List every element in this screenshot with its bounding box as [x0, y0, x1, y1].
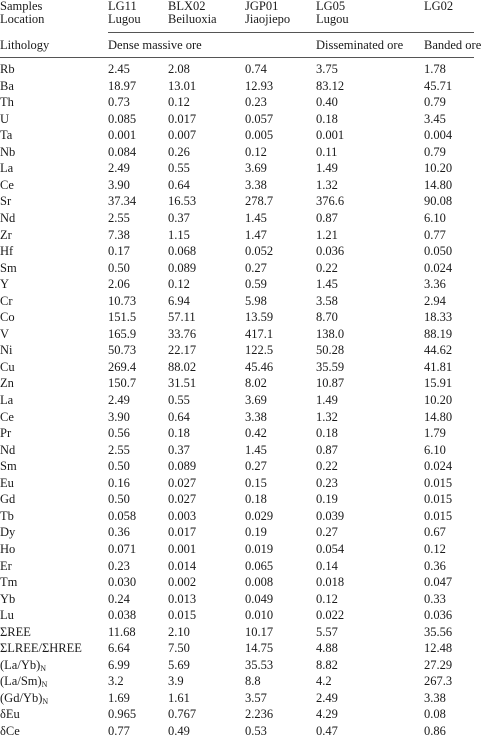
table-cell: 0.22 [316, 459, 338, 473]
table-cell: 3.38 [424, 691, 446, 705]
table-cell: 376.6 [316, 194, 345, 208]
table-cell: 90.08 [424, 194, 453, 208]
table-cell: 0.27 [316, 525, 338, 539]
row-label: Nb [0, 145, 16, 159]
sample-id: LG02 [424, 0, 454, 13]
table-cell: 0.33 [424, 592, 446, 606]
table-cell: 3.45 [424, 112, 446, 126]
row-label: Cu [0, 360, 15, 374]
table-cell: 0.047 [424, 575, 453, 589]
table-cell: 0.86 [424, 724, 446, 738]
table-cell: 0.038 [108, 608, 137, 622]
table-cell: 1.32 [316, 410, 338, 424]
table-cell: 0.79 [424, 145, 446, 159]
table-cell: 0.057 [245, 112, 274, 126]
row-label: Lu [0, 608, 14, 622]
table-cell: 0.036 [316, 244, 345, 258]
table-cell: 57.11 [168, 310, 196, 324]
table-cell: 1.32 [316, 178, 338, 192]
table-cell: 0.017 [168, 112, 197, 126]
table-cell: 50.28 [316, 343, 345, 357]
table-cell: 0.73 [108, 95, 130, 109]
table-cell: 0.27 [245, 459, 267, 473]
table-cell: 0.42 [245, 426, 267, 440]
table-cell: 10.20 [424, 393, 453, 407]
table-cell: 0.55 [168, 393, 190, 407]
table-cell: 0.87 [316, 211, 338, 225]
row-label: Sm [0, 261, 17, 275]
row-label: ΣLREE/ΣHREE [0, 641, 82, 655]
table-cell: 2.45 [108, 62, 130, 76]
table-cell: 0.024 [424, 459, 453, 473]
table-cell: 0.052 [245, 244, 274, 258]
row-label: $(La/Yb)_N$ [0, 658, 47, 673]
table-cell: 0.12 [424, 542, 446, 556]
table-cell: 13.59 [245, 310, 274, 324]
row-label: Er [0, 559, 12, 573]
table-cell: 0.024 [424, 261, 453, 275]
table-cell: 138.0 [316, 327, 345, 341]
table-cell: 4.2 [316, 674, 332, 688]
table-cell: 0.039 [316, 509, 345, 523]
table-cell: 0.015 [424, 509, 453, 523]
table-cell: 15.91 [424, 376, 453, 390]
row-label: Rb [0, 62, 15, 76]
table-cell: 16.53 [168, 194, 197, 208]
table-cell: 0.49 [168, 724, 190, 738]
row-label: δEu [0, 707, 20, 721]
table-cell: 0.015 [424, 492, 453, 506]
table-cell: 0.003 [168, 509, 197, 523]
table-cell: 0.37 [168, 211, 190, 225]
table-cell: 12.48 [424, 641, 453, 655]
table-cell: 0.015 [168, 608, 197, 622]
lithology-disseminated: Disseminated ore [316, 38, 404, 52]
row-label: Nd [0, 211, 16, 225]
location-header: Location [0, 12, 45, 26]
table-cell: 0.018 [316, 575, 345, 589]
lithology-dense-massive: Dense massive ore [108, 38, 202, 52]
table-cell: 0.071 [108, 542, 137, 556]
row-label: Zr [0, 228, 12, 242]
row-label: ΣREE [0, 625, 31, 639]
table-cell: 0.27 [245, 261, 267, 275]
table-cell: 2.10 [168, 625, 190, 639]
table-cell: 0.010 [245, 608, 274, 622]
table-cell: 6.10 [424, 211, 446, 225]
row-label: Zn [0, 376, 14, 390]
table-cell: 8.8 [245, 674, 261, 688]
table-cell: 0.64 [168, 178, 190, 192]
row-label: U [0, 112, 10, 126]
table-cell: 0.015 [424, 476, 453, 490]
sample-id: JGP01 [245, 0, 279, 13]
table-cell: 44.62 [424, 343, 453, 357]
table-cell: 0.12 [245, 145, 267, 159]
row-label: Tb [0, 509, 14, 523]
sample-location: Beiluoxia [168, 12, 217, 26]
sample-location: Jiaojiepo [245, 12, 291, 26]
table-cell: 0.12 [168, 277, 190, 291]
row-label: Sr [0, 194, 12, 208]
table-cell: 0.40 [316, 95, 338, 109]
sample-id: LG05 [316, 0, 346, 13]
header-divider [108, 32, 474, 33]
table-cell: 0.004 [424, 128, 453, 142]
table-cell: 0.08 [424, 707, 446, 721]
table-cell: 33.76 [168, 327, 197, 341]
table-cell: 0.79 [424, 95, 446, 109]
table-cell: 0.50 [108, 459, 130, 473]
table-cell: 1.79 [424, 426, 446, 440]
table-cell: 0.18 [168, 426, 190, 440]
table-cell: 50.73 [108, 343, 137, 357]
table-cell: 0.50 [108, 492, 130, 506]
table-cell: 1.49 [316, 393, 338, 407]
samples-header: Samples [0, 0, 43, 13]
table-cell: 4.29 [316, 707, 338, 721]
table-cell: 1.45 [316, 277, 338, 291]
table-cell: 0.11 [316, 145, 338, 159]
table-cell: 31.51 [168, 376, 197, 390]
table-cell: 0.19 [245, 525, 267, 539]
row-label: $(Gd/Yb)_N$ [0, 691, 49, 706]
table-cell: 1.47 [245, 228, 267, 242]
table-cell: 35.53 [245, 658, 274, 672]
table-cell: 2.236 [245, 707, 274, 721]
table-cell: 0.17 [108, 244, 130, 258]
table-cell: 0.089 [168, 261, 197, 275]
table-cell: 18.33 [424, 310, 453, 324]
table-cell: 0.74 [245, 62, 267, 76]
table-cell: 45.71 [424, 79, 453, 93]
table-cell: 0.55 [168, 161, 190, 175]
table-cell: 0.67 [424, 525, 446, 539]
row-label: Gd [0, 492, 16, 506]
table-cell: 6.64 [108, 641, 130, 655]
table-cell: 1.49 [316, 161, 338, 175]
sample-id: BLX02 [168, 0, 206, 13]
table-cell: 0.18 [316, 426, 338, 440]
table-cell: 0.26 [168, 145, 190, 159]
row-label: V [0, 327, 10, 341]
table-cell: 0.058 [108, 509, 137, 523]
table-cell: 10.20 [424, 161, 453, 175]
table-cell: 1.45 [245, 211, 267, 225]
table-cell: 165.9 [108, 327, 137, 341]
table-cell: 417.1 [245, 327, 274, 341]
table-cell: 0.007 [168, 128, 197, 142]
table-cell: 4.88 [316, 641, 338, 655]
row-label: Dy [0, 525, 16, 539]
table-cell: 0.050 [424, 244, 453, 258]
table-cell: 269.4 [108, 360, 137, 374]
table-cell: 1.78 [424, 62, 446, 76]
table-cell: 0.23 [108, 559, 130, 573]
table-cell: 2.08 [168, 62, 190, 76]
table-cell: 0.18 [245, 492, 267, 506]
table-cell: 0.18 [316, 112, 338, 126]
table-cell: 2.49 [108, 161, 130, 175]
table-cell: 0.56 [108, 426, 130, 440]
row-label: Eu [0, 476, 14, 490]
table-cell: 1.69 [108, 691, 130, 705]
table-cell: 151.5 [108, 310, 137, 324]
table-cell: 6.10 [424, 443, 446, 457]
table-cell: 0.22 [316, 261, 338, 275]
table-cell: 0.77 [108, 724, 130, 738]
table-cell: 0.14 [316, 559, 338, 573]
table-cell: 3.69 [245, 393, 267, 407]
table-cell: 3.90 [108, 178, 130, 192]
table-cell: 0.965 [108, 707, 137, 721]
lithology-banded: Banded ore [424, 38, 481, 52]
row-label: Ho [0, 542, 16, 556]
table-cell: 0.59 [245, 277, 267, 291]
table-cell: 14.80 [424, 410, 453, 424]
table-cell: 41.81 [424, 360, 453, 374]
table-cell: 0.47 [316, 724, 338, 738]
table-cell: 0.12 [168, 95, 190, 109]
table-cell: 0.767 [168, 707, 197, 721]
row-label: Cr [0, 294, 13, 308]
table-cell: 0.089 [168, 459, 197, 473]
row-label: Ta [0, 128, 13, 142]
row-label: Ni [0, 343, 13, 357]
table-cell: 18.97 [108, 79, 137, 93]
table-cell: 2.49 [316, 691, 338, 705]
table-cell: 14.80 [424, 178, 453, 192]
row-label: Pr [0, 426, 12, 440]
table-cell: 0.15 [245, 476, 267, 490]
table-cell: 5.69 [168, 658, 190, 672]
table-cell: 0.36 [424, 559, 446, 573]
table-cell: 6.94 [168, 294, 190, 308]
row-label: Yb [0, 592, 16, 606]
row-label: δCe [0, 724, 20, 738]
table-cell: 3.36 [424, 277, 446, 291]
table-cell: 0.008 [245, 575, 274, 589]
table-cell: 0.049 [245, 592, 274, 606]
table-cell: 13.01 [168, 79, 197, 93]
table-cell: 8.02 [245, 376, 267, 390]
table-cell: 150.7 [108, 376, 137, 390]
row-label: Ba [0, 79, 14, 93]
table-cell: 0.64 [168, 410, 190, 424]
row-label: Ce [0, 178, 14, 192]
table-cell: 12.93 [245, 79, 274, 93]
row-label: Co [0, 310, 15, 324]
table-cell: 0.019 [245, 542, 274, 556]
table-cell: 35.59 [316, 360, 345, 374]
table-cell: 0.37 [168, 443, 190, 457]
table-cell: 0.014 [168, 559, 197, 573]
table-cell: 2.94 [424, 294, 446, 308]
table-cell: 3.58 [316, 294, 338, 308]
table-cell: 1.15 [168, 228, 190, 242]
table-cell: 0.022 [316, 608, 345, 622]
table-cell: 37.34 [108, 194, 137, 208]
table-cell: 2.55 [108, 443, 130, 457]
table-cell: 3.90 [108, 410, 130, 424]
table-cell: 7.38 [108, 228, 130, 242]
row-label: La [0, 161, 14, 175]
header-bottom-rule [0, 57, 474, 58]
table-cell: 2.55 [108, 211, 130, 225]
table-cell: 14.75 [245, 641, 274, 655]
table-cell: 0.001 [108, 128, 137, 142]
table-cell: 278.7 [245, 194, 274, 208]
table-cell: 0.87 [316, 443, 338, 457]
lithology-header: Lithology [0, 38, 50, 52]
sample-id: LG11 [108, 0, 137, 13]
table-cell: 35.56 [424, 625, 453, 639]
row-label: Hf [0, 244, 14, 258]
table-cell: 0.19 [316, 492, 338, 506]
row-label: Nd [0, 443, 16, 457]
table-cell: 0.50 [108, 261, 130, 275]
table-cell: 0.029 [245, 509, 274, 523]
table-cell: 0.027 [168, 476, 197, 490]
table-cell: 10.17 [245, 625, 274, 639]
table-cell: 0.23 [245, 95, 267, 109]
table-cell: 10.87 [316, 376, 345, 390]
sample-location: Lugou [108, 12, 141, 26]
table-cell: 10.73 [108, 294, 137, 308]
table-cell: 88.19 [424, 327, 453, 341]
table-cell: 0.24 [108, 592, 130, 606]
table-cell: 0.001 [316, 128, 345, 142]
table-cell: 83.12 [316, 79, 345, 93]
table-cell: 5.98 [245, 294, 267, 308]
table-cell: 1.45 [245, 443, 267, 457]
table-cell: 0.36 [108, 525, 130, 539]
row-label: Tm [0, 575, 18, 589]
table-cell: 0.77 [424, 228, 446, 242]
table-cell: 3.57 [245, 691, 267, 705]
table-cell: 0.002 [168, 575, 197, 589]
table-cell: 0.001 [168, 542, 197, 556]
table-cell: 8.82 [316, 658, 338, 672]
table-cell: 8.70 [316, 310, 338, 324]
table-cell: 122.5 [245, 343, 274, 357]
table-cell: 0.054 [316, 542, 345, 556]
table-cell: 5.57 [316, 625, 338, 639]
table-cell: 0.23 [316, 476, 338, 490]
table-cell: 3.38 [245, 178, 267, 192]
table-cell: 0.12 [316, 592, 338, 606]
row-label: $(La/Sm)_N$ [0, 674, 48, 689]
table-cell: 0.085 [108, 112, 137, 126]
table-cell: 2.49 [108, 393, 130, 407]
table-cell: 0.030 [108, 575, 137, 589]
row-label: Sm [0, 459, 17, 473]
table-cell: 27.29 [424, 658, 453, 672]
row-label: Th [0, 95, 14, 109]
table-cell: 0.017 [168, 525, 197, 539]
table-cell: 0.013 [168, 592, 197, 606]
table-cell: 45.46 [245, 360, 274, 374]
table-cell: 3.38 [245, 410, 267, 424]
table-cell: 7.50 [168, 641, 190, 655]
sample-location: Lugou [316, 12, 349, 26]
table-cell: 0.53 [245, 724, 267, 738]
row-label: Y [0, 277, 10, 291]
table-cell: 0.005 [245, 128, 274, 142]
table-cell: 267.3 [424, 674, 453, 688]
table-cell: 11.68 [108, 625, 136, 639]
table-cell: 0.036 [424, 608, 453, 622]
row-label: La [0, 393, 14, 407]
table-cell: 1.61 [168, 691, 190, 705]
table-cell: 3.2 [108, 674, 124, 688]
table-cell: 0.068 [168, 244, 197, 258]
table-cell: 1.21 [316, 228, 338, 242]
row-label: Ce [0, 410, 14, 424]
table-cell: 0.027 [168, 492, 197, 506]
table-cell: 0.084 [108, 145, 137, 159]
table-cell: 3.75 [316, 62, 338, 76]
table-cell: 2.06 [108, 277, 130, 291]
table-cell: 3.9 [168, 674, 184, 688]
table-cell: 88.02 [168, 360, 197, 374]
table-cell: 0.16 [108, 476, 130, 490]
table-cell: 3.69 [245, 161, 267, 175]
table-cell: 0.065 [245, 559, 274, 573]
table-cell: 22.17 [168, 343, 197, 357]
table-cell: 6.99 [108, 658, 130, 672]
